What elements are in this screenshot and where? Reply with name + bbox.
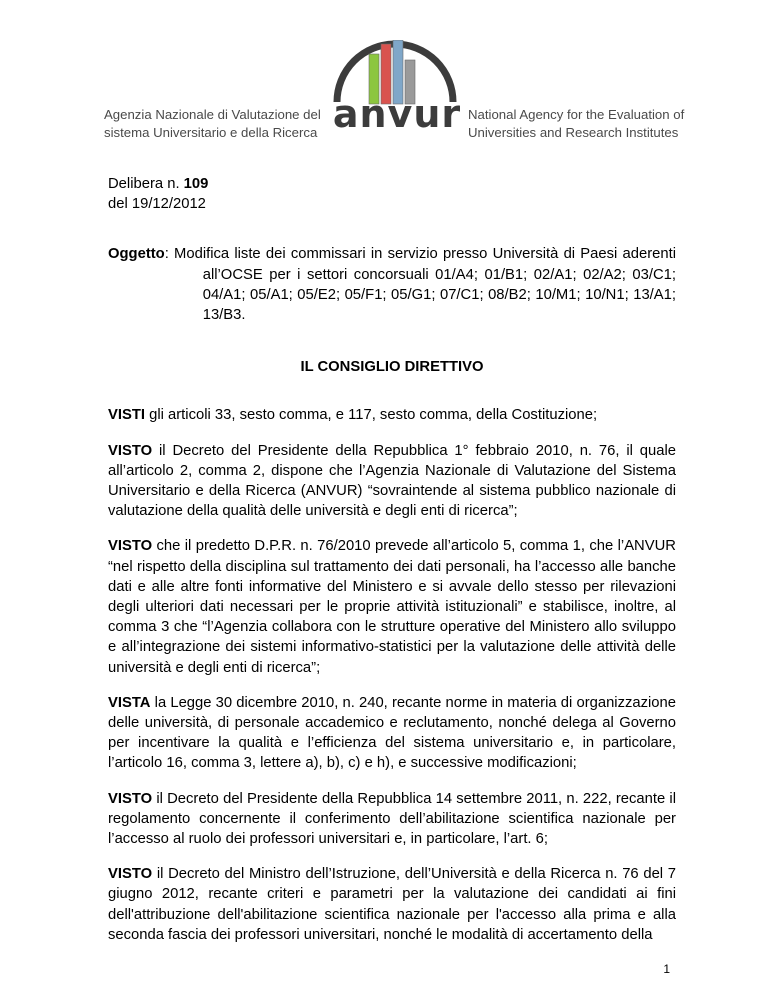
recital-paragraph — [108, 864, 676, 945]
subject — [108, 244, 676, 325]
recital-text: il Decreto del Ministro dell’Istruzione, dell’Università e della Ricerca n. 76 del 7 giugno 2012, recante criteri e parametri per la valutazione dei candidati ai fini dell'attribuzione dell'abilitazione scientifica nazionale per l'accesso alla prima e alla seconda fascia dei professori universitari, nonché le modalità di accertamento della — [108, 866, 676, 943]
recital-text: gli articoli 33, sesto comma, e 117, sesto comma, della Costituzione; — [145, 407, 598, 424]
page-number: 1 — [663, 962, 670, 976]
recital-paragraph — [108, 789, 676, 850]
agency-name-italian-line2: sistema Universitario e della Ricerca — [104, 125, 318, 140]
subject-label: Oggetto — [108, 246, 165, 263]
delibera-date: del 19/12/2012 — [108, 196, 206, 213]
agency-name-english — [468, 106, 708, 142]
recital-paragraph — [108, 441, 676, 522]
agency-name-italian-line1: Agenzia Nazionale di Valutazione del — [104, 107, 321, 122]
recital-lead: VISTO — [108, 538, 153, 555]
subject-text: : Modifica liste dei commissari in servizio presso Università di Paesi aderenti all’OCSE per i settori concorsuali 01/A4; 01/B1; 02/A1; 02/A2; 03/C1; 04/A1; 05/A1; 05/E2; 05/F1; 05/G1; 07/C1; 08/B2; 10/M1; 10/N1; 13/A1; 13/B3. — [164, 246, 676, 324]
recital-paragraph — [108, 405, 676, 425]
agency-name-english-line2: Universities and Research Institutes — [468, 125, 679, 140]
recital-text: il Decreto del Presidente della Repubblica 14 settembre 2011, n. 222, recante il regolamento concernente il conferimento dell’abilitazione scientifica nazionale per l’accesso al ruolo dei professori universitari e, in particolare, l’art. 6; — [108, 790, 676, 848]
delibera-number: Delibera n. 109 — [108, 176, 209, 192]
recital-lead: VISTI — [108, 407, 145, 424]
recital-paragraph — [108, 693, 676, 774]
section-title: IL CONSIGLIO DIRETTIVO — [300, 359, 484, 376]
recitals — [108, 405, 676, 945]
document-body — [108, 174, 676, 945]
recital-text: il Decreto del Presidente della Repubblica 1° febbraio 2010, n. 76, il quale all’articolo 2, comma 2, dispone che l’Agenzia Nazionale di Valutazione del Sistema Universitario e della Ricerca (ANVUR) “sovraintende al sistema pubblico nazionale di valutazione della qualità delle università e degli enti di ricerca”; — [108, 442, 676, 520]
recital-text: la Legge 30 dicembre 2010, n. 240, recante norme in materia di organizzazione delle università, di personale accademico e reclutamento, nonché delega al Governo per incentivare la qualità e l’efficienza del sistema universitario e, in particolare, l’articolo 16, comma 3, lettere a), b), c) e h), e successive modificazioni; — [108, 694, 676, 772]
agency-name-english-line1: National Agency for the Evaluation of — [468, 107, 685, 122]
agency-name-italian — [104, 106, 324, 142]
recital-paragraph — [108, 536, 676, 677]
recital-text: che il predetto D.P.R. n. 76/2010 prevede all’articolo 5, comma 1, che l’ANVUR “nel rispetto della disciplina sul trattamento dei dati personali, ha l’accesso alle banche dati e alle altre fonti informative del Ministero e si avvale dello stesso per rilevazioni degli ulteriori dati necessari per le proprie attività istituzionali” e stabilisce, inoltre, al comma 3 che “l’Agenzia collabora con le strutture operative del Ministero allo sviluppo e all’integrazione dei sistemi informativo-statistici per la valutazione delle attività delle università e degli enti di ricerca”; — [108, 538, 676, 676]
recital-lead: VISTA — [108, 694, 151, 711]
document-header — [0, 0, 768, 145]
recital-lead: VISTO — [108, 790, 153, 807]
anvur-logo-wordmark: anvur — [332, 92, 462, 136]
recital-lead: VISTO — [108, 442, 153, 459]
recital-lead: VISTO — [108, 866, 153, 883]
